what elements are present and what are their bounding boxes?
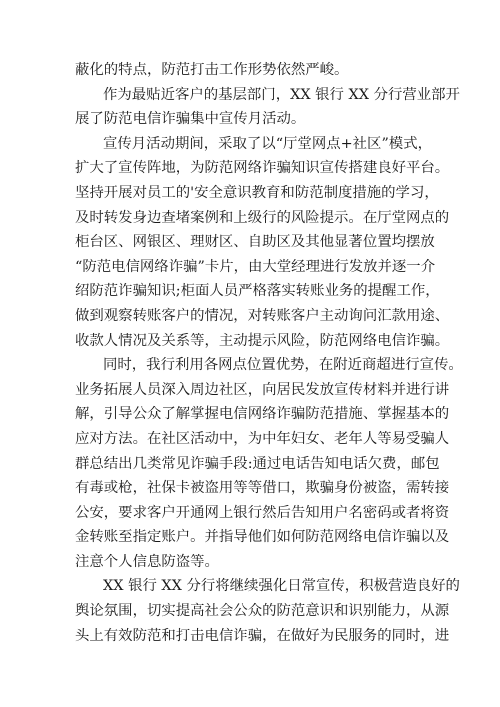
text-line: 头上有效防范和打击电信诈骗，在做好为民服务的同时，进 xyxy=(75,627,450,644)
text-line: 蔽化的特点，防范打击工作形势依然严峻。 xyxy=(75,62,349,78)
text-line: 业务拓展人员深入周边社区，向居民发放宣传材料并进行讲 xyxy=(75,381,450,398)
text-line: 做到观察转账客户的情况，对转账客户主动询问汇款用途、 xyxy=(75,307,450,324)
text-line: 收款人情况及关系等，主动提示风险，防范网络电信诈骗。 xyxy=(75,332,450,349)
text-line: 作为最贴近客户的基层部门，XX 银行 XX 分行营业部开 xyxy=(103,86,460,103)
text-line: 宣传月活动期间，采取了以“厅堂网点+社区”模式， xyxy=(103,135,432,152)
text-line: 绍防范诈骗知识;柜面人员严格落实转账业务的提醒工作， xyxy=(75,283,440,300)
text-line: 坚持开展对员工的'安全意识教育和防范制度措施的学习， xyxy=(75,184,439,201)
text-line: “防范电信网络诈骗”卡片，由大堂经理进行发放并逐一介 xyxy=(75,258,436,275)
text-line: 解，引导公众了解掌握电信网络诈骗防范措施、掌握基本的 xyxy=(75,406,450,423)
text-line: 公安，要求客户开通网上银行然后告知用户名密码或者将资 xyxy=(75,504,450,521)
text-line: 舆论氛围，切实提高社会公众的防范意识和识别能力，从源 xyxy=(75,603,450,620)
text-line: XX 银行 XX 分行将继续强化日常宣传，积极营造良好的 xyxy=(103,578,460,595)
text-line: 展了防范电信诈骗集中宣传月活动。 xyxy=(75,111,306,128)
text-line: 柜台区、网银区、理财区、自助区及其他显著位置均摆放 xyxy=(75,234,435,251)
text-line: 应对方法。在社区活动中，为中年妇女、老年人等易受骗人 xyxy=(75,430,450,447)
text-line: 同时，我行利用各网点位置优势，在附近商超进行宣传。 xyxy=(103,357,463,374)
text-line: 有毒或枪，社保卡被盗用等等借口，欺骗身份被盗，需转接 xyxy=(75,480,450,497)
text-line: 扩大了宣传阵地，为防范网络诈骗知识宣传搭建良好平台。 xyxy=(75,160,450,177)
document-body xyxy=(75,58,463,648)
text-line: 及时转发身边查堵案例和上级行的风险提示。在厅堂网点的 xyxy=(75,209,450,226)
text-line: 注意个人信息防盗等。 xyxy=(75,553,219,570)
text-line: 金转账至指定账户。并指导他们如何防范网络电信诈骗以及 xyxy=(75,529,450,546)
text-line: 群总结出几类常见诈骗手段:通过电话告知电话欠费，邮包 xyxy=(75,455,440,472)
